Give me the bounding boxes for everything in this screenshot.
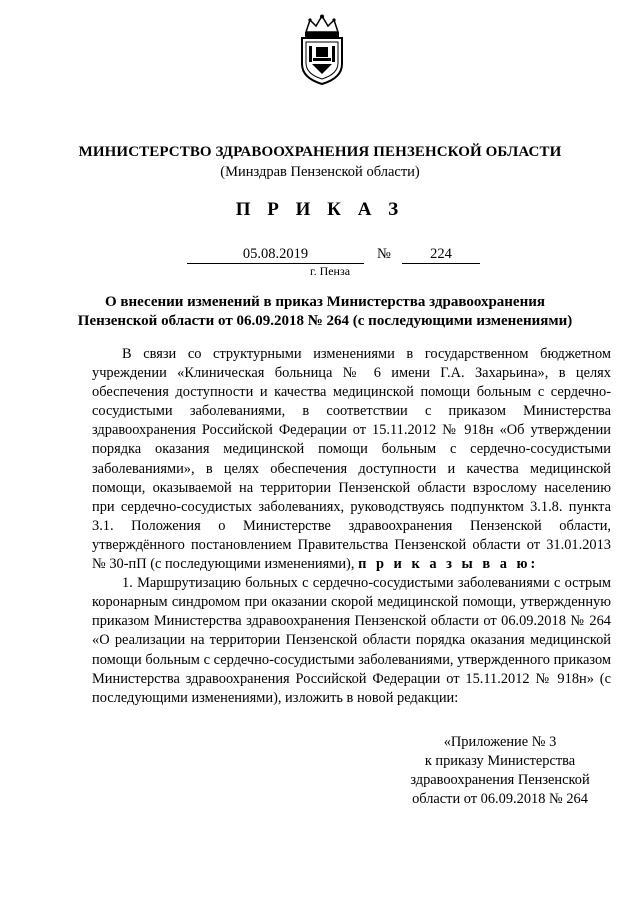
order-directive-word: п р и к а з ы в а ю: (358, 556, 539, 573)
appendix-line-3: здравоохранения Пензенской (410, 772, 590, 788)
order-number: 224 (402, 246, 480, 264)
preamble-text: В связи со структурными изменениями в государственном бюджетном учреждении «Клиническая больница № 6 имени Г.А. Захарьина», в целях обеспечения доступности и качества медицинской помощи больным с сердечно-сосудистыми заболеваниями, в соответствии с приказом Министерства здравоохранения Российской Федерации от 15.11.2012 № 918н «Об утверждении порядка оказания медицинской помощи больным с сердечно-сосудистыми заболеваниями», в целях обеспечения доступности и качества медицинской помощи, оказываемой на территории Пензенской области взрослому населению при сердечно-сосудистых заболеваниях, руководствуясь подпунктом 3.1.8. пункта 3.1. Положения о Министерстве здравоохранения Пензенской области, утверждённого постановлением Правительства Пензенской области от 31.01.2013 № 30-пП (с последующими изменениями), (92, 346, 611, 573)
ministry-short-name: (Минздрав Пензенской области) (220, 164, 420, 180)
ministry-name: МИНИСТЕРСТВО ЗДРАВООХРАНЕНИЯ ПЕНЗЕНСКОЙ ОБЛАСТИ (78, 144, 562, 160)
subject-line-2: Пензенской области от 06.09.2018 № 264 (с последующими изменениями) (77, 313, 573, 329)
document-type-title: П Р И К А З (235, 199, 405, 220)
appendix-line-1: «Приложение № 3 (443, 734, 557, 750)
city-label: г. Пенза (310, 264, 351, 278)
clause-1-paragraph: 1. Маршрутизацию больных с сердечно-сосудистыми заболеваниями с острым коронарным синдромом при оказании скорой медицинской помощи, утвержденную приказом Министерства здравоохранения Пензенской области от 06.09.2018 № 264 «О реализации на территории Пензенской области порядка оказания медицинской помощи больным с сердечно-сосудистыми заболеваниями, утвержденного приказом Министерства здравоохранения Российской Федерации от 15.11.2012 № 918н» (с последующими изменениями), изложить в новой редакции: (92, 575, 611, 706)
preamble-paragraph (92, 345, 611, 574)
number-sign: № (377, 246, 391, 262)
order-body (92, 345, 611, 708)
order-date: 05.08.2019 (187, 246, 364, 264)
order-subject (60, 293, 590, 331)
appendix-line-4: области от 06.09.2018 № 264 (412, 791, 588, 807)
coat-of-arms-emblem (296, 14, 348, 86)
appendix-reference (390, 733, 610, 809)
subject-line-1: О внесении изменений в приказ Министерства здравоохранения (104, 294, 545, 310)
appendix-line-2: к приказу Министерства (424, 753, 576, 769)
